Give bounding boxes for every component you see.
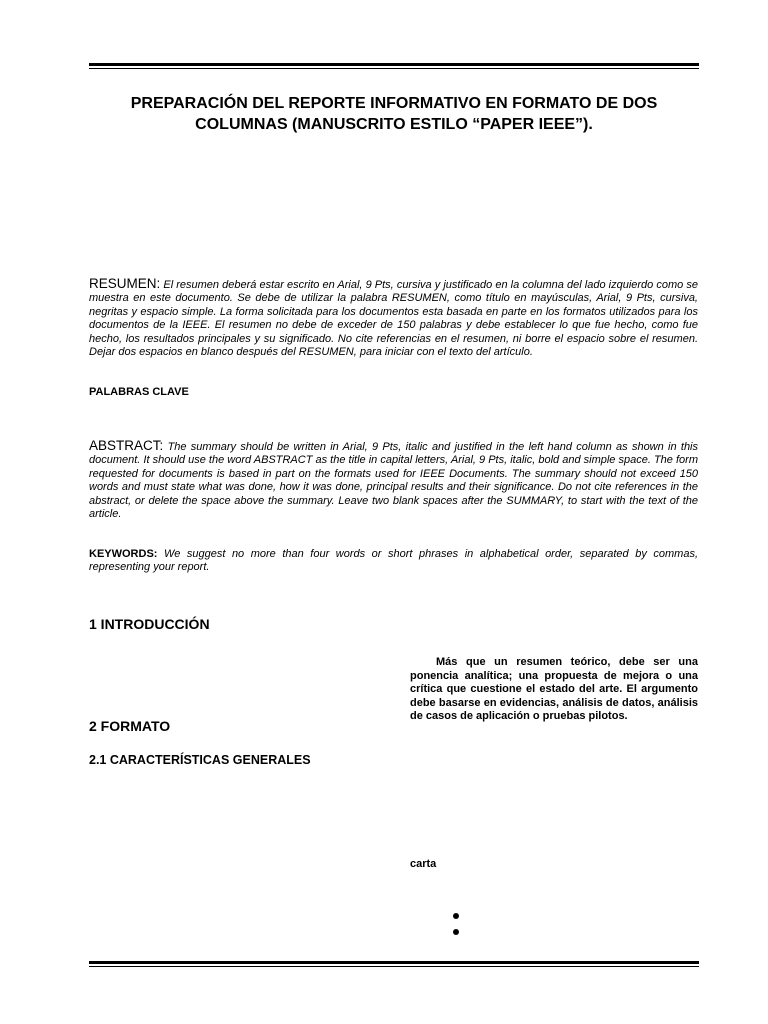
keywords-paragraph [89, 548, 698, 575]
palabras-clave-label: PALABRAS CLAVE [89, 386, 189, 398]
title-line-2: COLUMNAS (MANUSCRITO ESTILO “PAPER IEEE”). [195, 116, 593, 133]
abstract-paragraph [89, 439, 698, 521]
bullet-point [453, 929, 459, 935]
abstract-label: ABSTRACT: [89, 438, 164, 453]
resumen-label: RESUMEN: [89, 276, 161, 291]
carta-text: carta [410, 858, 437, 870]
resumen-text: El resumen deberá estar escrito en Arial, 9 Pts, cursiva y justificado en la columna del lado izquierdo como se muestra en este documento. Se debe de utilizar la palabra RESUMEN, como título en mayúsculas, Arial, 9 Pts, cursiva, negritas y espacio simple. La forma solicitada para los documentos esta basada en parte en los formatos utilizados para los documentos de la IEEE. El resumen no debe de exceder de 150 palabras y debe establecer lo que fue hecho, como fue hecho, los resultados principales y su significado. No cite referencias en el resumen, ni borre el espacio sobre el resumen. Dejar dos espacios en blanco después del RESUMEN, para iniciar con el texto del artículo. [89, 279, 698, 359]
heading-introduccion: 1 INTRODUCCIÓN [89, 616, 210, 632]
heading-formato: 2 FORMATO [89, 718, 171, 734]
bullet-point [453, 913, 459, 919]
top-rule [89, 63, 699, 69]
bottom-rule [89, 961, 699, 967]
abstract-text: The summary should be written in Arial, 9 Pts, italic and justified in the left hand column as shown in this document. It should use the word ABSTRACT as the title in capital letters, Arial, 9 Pts, italic, bold and simple space. The form requested for documents is based in part on the formats used for IEEE Documents. The summary should not exceed 150 words and must state what was done, how it was done, principal results and their significance. Do not cite references in the abstract, or delete the space above the summary. Leave two blank spaces after the SUMMARY, to start with the text of the article. [89, 441, 698, 521]
title-line-1: PREPARACIÓN DEL REPORTE INFORMATIVO EN FORMATO DE DOS [130, 95, 658, 112]
right-column-paragraph: Más que un resumen teórico, debe ser una ponencia analítica; una propuesta de mejora o una crítica que cuestione el estado del arte. El argumento debe basarse en evidencias, análisis de datos, análisis de casos de aplicación o pruebas pilotos. [410, 656, 698, 722]
resumen-paragraph [89, 277, 698, 359]
heading-caracteristicas-generales: 2.1 CARACTERÍSTICAS GENERALES [89, 753, 311, 767]
document-title [89, 93, 699, 135]
keywords-label: KEYWORDS: [89, 548, 158, 560]
keywords-text: We suggest no more than four words or short phrases in alphabetical order, separated by commas, representing your report. [89, 548, 699, 574]
